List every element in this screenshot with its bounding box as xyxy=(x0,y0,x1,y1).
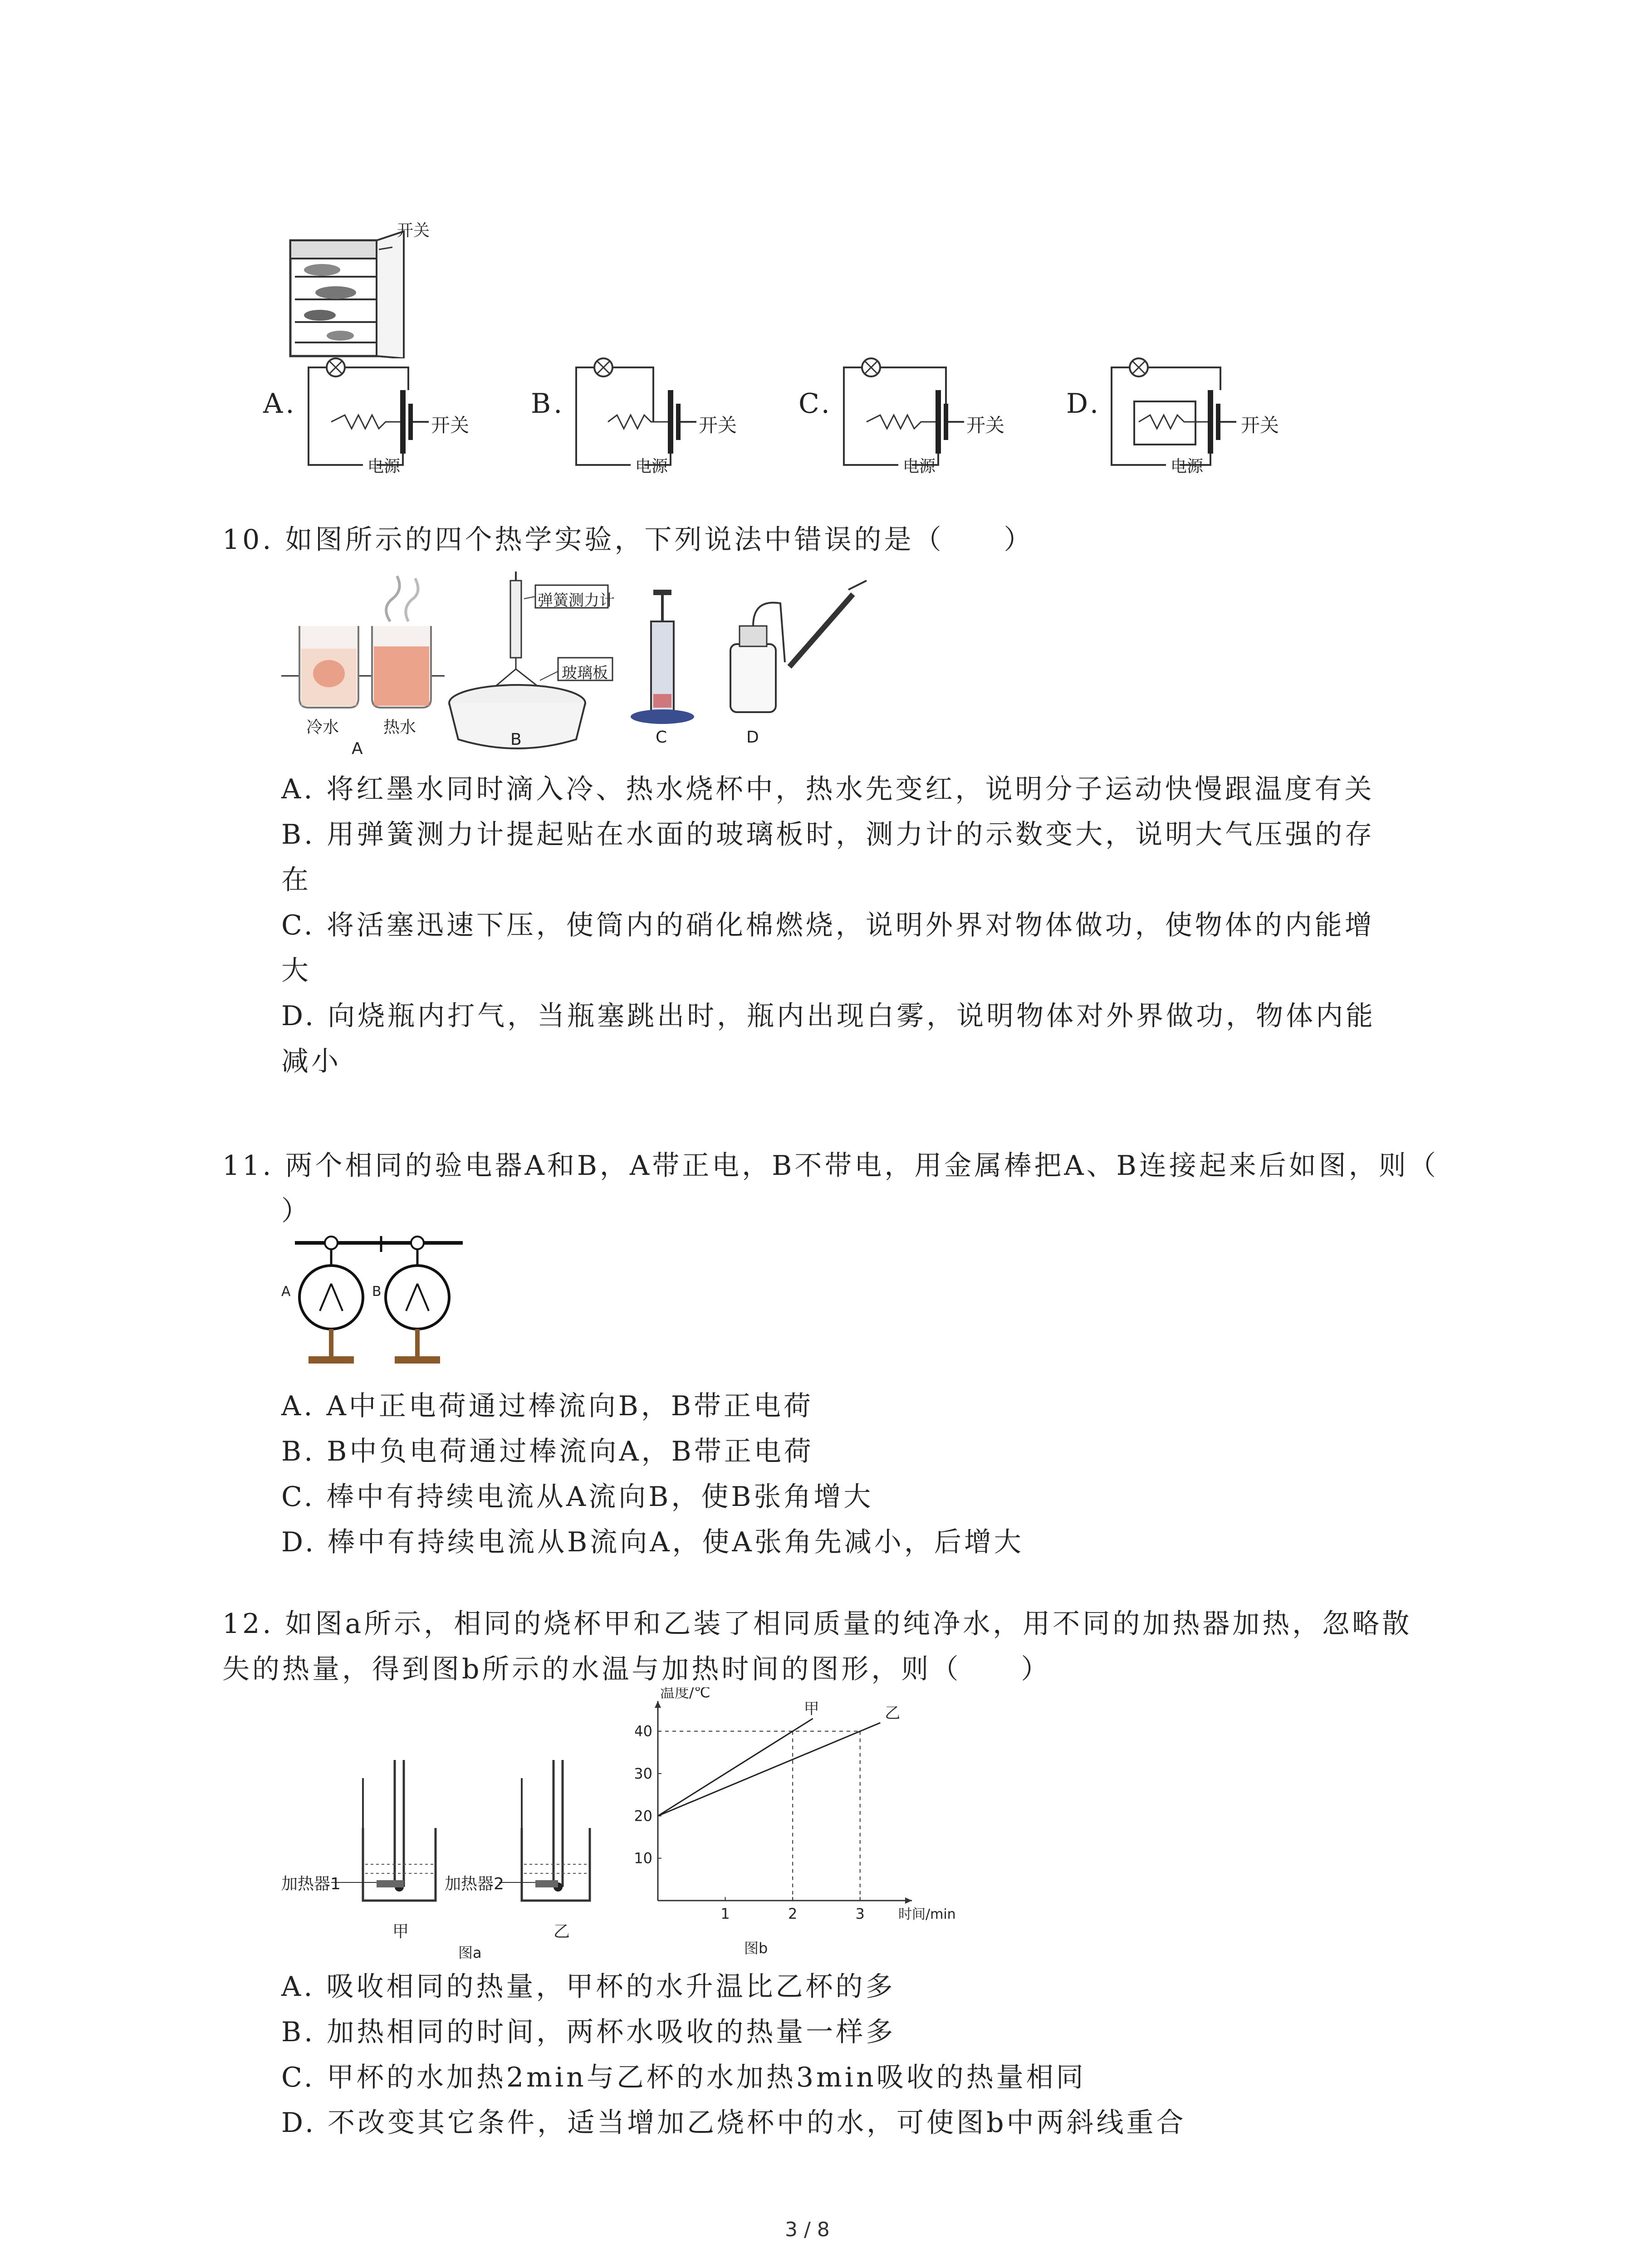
q10-option-d: D. 向烧瓶内打气，当瓶塞跳出时，瓶内出现白雾，说明物体对外界做功，物体内能 xyxy=(281,1000,1376,1032)
label-fig-c: C xyxy=(656,728,667,747)
option-letter: A. xyxy=(263,388,297,420)
label-cold-water: 冷水 xyxy=(306,718,339,737)
y-axis-arrow xyxy=(655,1701,661,1708)
heater-1-label: 加热器1 xyxy=(281,1875,341,1893)
q9-option-c xyxy=(798,354,1053,485)
switch-label: 开关 xyxy=(699,414,737,436)
q10-option-b-cont: 在 xyxy=(281,864,311,896)
q10-stem: 10. 如图所示的四个热学实验，下列说法中错误的是（ ） xyxy=(222,524,1034,556)
label-fig-b: B xyxy=(510,730,522,749)
q11-stem-cont: ） xyxy=(281,1195,311,1227)
fridge-icon xyxy=(268,222,413,358)
power-label: 电源 xyxy=(635,457,668,476)
q11-figure xyxy=(281,1234,472,1370)
q9-option-a xyxy=(263,354,517,485)
series-line-yi xyxy=(658,1723,880,1816)
q12-figure-b xyxy=(635,1687,962,1960)
option-letter: D. xyxy=(1066,388,1102,420)
switch-label: 开关 xyxy=(1241,414,1279,436)
q11-options xyxy=(281,1383,1024,1565)
option-letter: C. xyxy=(798,388,833,420)
label-fig-d: D xyxy=(746,728,759,747)
temperature-time-chart xyxy=(635,1687,962,1932)
figure-a-caption: 图a xyxy=(458,1944,482,1961)
x-tick-label: 2 xyxy=(788,1905,798,1922)
beaker-jia-label: 甲 xyxy=(392,1922,409,1941)
q10-option-b: B. 用弹簧测力计提起贴在水面的玻璃板时，测力计的示数变大，说明大气压强的存 xyxy=(281,819,1375,850)
q9-option-d xyxy=(1066,354,1338,485)
y-axis-label: 温度/℃ xyxy=(660,1687,710,1701)
beaker-yi-label: 乙 xyxy=(554,1922,570,1941)
label-glass-plate: 玻璃板 xyxy=(562,664,608,682)
q10-figure xyxy=(281,572,871,762)
series-label-yi: 乙 xyxy=(885,1704,901,1722)
q12-options xyxy=(281,1964,1186,2146)
x-tick-label: 1 xyxy=(720,1905,730,1922)
q10-option-d-cont: 减小 xyxy=(281,1046,341,1077)
x-axis-label: 时间/min xyxy=(898,1906,956,1922)
series-label-jia: 甲 xyxy=(803,1700,819,1718)
q11-stem: 11. 两个相同的验电器A和B，A带正电，B不带电，用金属棒把A、B连接起来后如图，则（ xyxy=(222,1150,1439,1182)
y-tick-label: 10 xyxy=(635,1849,652,1867)
electroscope-diagram xyxy=(281,1234,472,1370)
q11-option-a: A. A中正电荷通过棒流向B，B带正电荷 xyxy=(281,1390,813,1422)
electroscope-b-label: B xyxy=(372,1284,382,1300)
q11-option-d: D. 棒中有持续电流从B流向A，使A张角先减小，后增大 xyxy=(281,1526,1024,1558)
q12-stem: 12. 如图a所示，相同的烧杯甲和乙装了相同质量的纯净水，用不同的加热器加热，忽略散 xyxy=(222,1608,1412,1640)
label-spring-scale: 弹簧测力计 xyxy=(538,591,615,610)
fridge-switch-label: 开关 xyxy=(397,221,430,240)
figure-b-caption: 图b xyxy=(744,1940,768,1957)
switch-label: 开关 xyxy=(966,414,1005,436)
q9-option-b xyxy=(531,354,785,485)
q12-option-c: C. 甲杯的水加热2min与乙杯的水加热3min吸收的热量相同 xyxy=(281,2062,1086,2093)
q12-stem-cont: 失的热量，得到图b所示的水温与加热时间的图形，则（ ） xyxy=(222,1653,1051,1685)
electroscope-a-label: A xyxy=(281,1284,291,1300)
power-label: 电源 xyxy=(903,457,936,476)
q12-option-a: A. 吸收相同的热量，甲杯的水升温比乙杯的多 xyxy=(281,1971,896,2003)
y-tick-label: 40 xyxy=(635,1722,652,1740)
option-letter: B. xyxy=(531,388,565,420)
q10-options xyxy=(281,767,1376,1084)
y-tick-label: 30 xyxy=(635,1765,652,1782)
q10-option-c-cont: 大 xyxy=(281,955,311,987)
q12-option-d: D. 不改变其它条件，适当增加乙烧杯中的水，可使图b中两斜线重合 xyxy=(281,2107,1186,2139)
label-fig-a: A xyxy=(352,739,363,758)
power-label: 电源 xyxy=(1171,457,1204,476)
label-hot-water: 热水 xyxy=(383,718,416,737)
q10-option-a: A. 将红墨水同时滴入冷、热水烧杯中，热水先变红，说明分子运动快慢跟温度有关 xyxy=(281,773,1375,805)
page-number: 3 / 8 xyxy=(785,2218,830,2241)
switch-label: 开关 xyxy=(431,414,470,436)
q11-option-c: C. 棒中有持续电流从A流向B，使B张角增大 xyxy=(281,1481,874,1513)
x-axis-arrow xyxy=(905,1897,912,1904)
q10-option-c: C. 将活塞迅速下压，使筒内的硝化棉燃烧，说明外界对物体做功，使物体的内能增 xyxy=(281,909,1375,941)
power-label: 电源 xyxy=(367,457,401,476)
heating-beakers-diagram xyxy=(281,1751,644,1932)
x-tick-label: 3 xyxy=(855,1905,865,1922)
y-tick-label: 20 xyxy=(635,1807,652,1825)
q9-figure xyxy=(245,209,1379,481)
series-line-jia xyxy=(658,1719,813,1816)
q11-option-b: B. B中负电荷通过棒流向A，B带正电荷 xyxy=(281,1436,814,1467)
q12-figure-a xyxy=(281,1751,644,1960)
q12-option-b: B. 加热相同的时间，两杯水吸收的热量一样多 xyxy=(281,2016,896,2048)
heater-2-label: 加热器2 xyxy=(445,1875,504,1893)
